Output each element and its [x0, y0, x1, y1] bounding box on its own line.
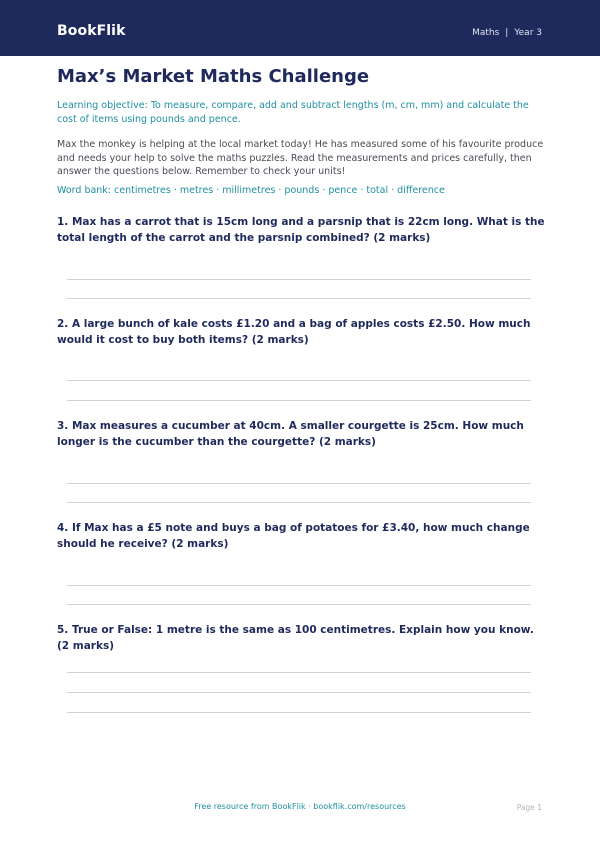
header-bar	[0, 0, 600, 56]
page-number: Page 1	[516, 803, 542, 812]
brand-logo[interactable]: BookFlik	[57, 23, 126, 39]
answer-line[interactable]	[67, 380, 531, 381]
answer-line[interactable]	[67, 712, 531, 713]
learning-objective: Learning objective: To measure, compare, add and subtract lengths (m, cm, mm) and calculate the cost of items using pounds and pence.	[57, 100, 529, 125]
answer-line[interactable]	[67, 672, 531, 673]
question-3: 3. Max measures a cucumber at 40cm. A smaller courgette is 25cm. How much longer is the cucumber than the courgette? (2 marks)	[57, 420, 524, 448]
footer-credit[interactable]: Free resource from BookFlik · bookflik.com/resources	[194, 802, 406, 811]
answer-line[interactable]	[67, 604, 531, 605]
page-title: Max’s Market Maths Challenge	[57, 66, 370, 87]
subject-year	[472, 28, 542, 38]
answer-line[interactable]	[67, 279, 531, 280]
question-5: 5. True or False: 1 metre is the same as 100 centimetres. Explain how you know. (2 marks)	[57, 624, 534, 652]
answer-line[interactable]	[67, 585, 531, 586]
answer-line[interactable]	[67, 692, 531, 693]
question-1: 1. Max has a carrot that is 15cm long and a parsnip that is 22cm long. What is the total length of the carrot and the parsnip combined? (2 marks)	[57, 216, 545, 244]
word-bank: Word bank: centimetres · metres · millimetres · pounds · pence · total · difference	[57, 185, 445, 196]
intro-text: Max the monkey is helping at the local market today! He has measured some of his favourite produce and needs your help to solve the maths puzzles. Read the measurements and prices carefully, then answer the questions below. Remember to check your units!	[57, 139, 544, 177]
question-4: 4. If Max has a £5 note and buys a bag of potatoes for £3.40, how much change should he receive? (2 marks)	[57, 522, 530, 550]
answer-line[interactable]	[67, 298, 531, 299]
meta-separator: |	[505, 28, 509, 38]
answer-line[interactable]	[67, 400, 531, 401]
question-2: 2. A large bunch of kale costs £1.20 and a bag of apples costs £2.50. How much would it cost to buy both items? (2 marks)	[57, 318, 531, 346]
year-label: Year 3	[514, 28, 542, 38]
answer-line[interactable]	[67, 483, 531, 484]
answer-line[interactable]	[67, 502, 531, 503]
subject-label: Maths	[472, 28, 500, 38]
